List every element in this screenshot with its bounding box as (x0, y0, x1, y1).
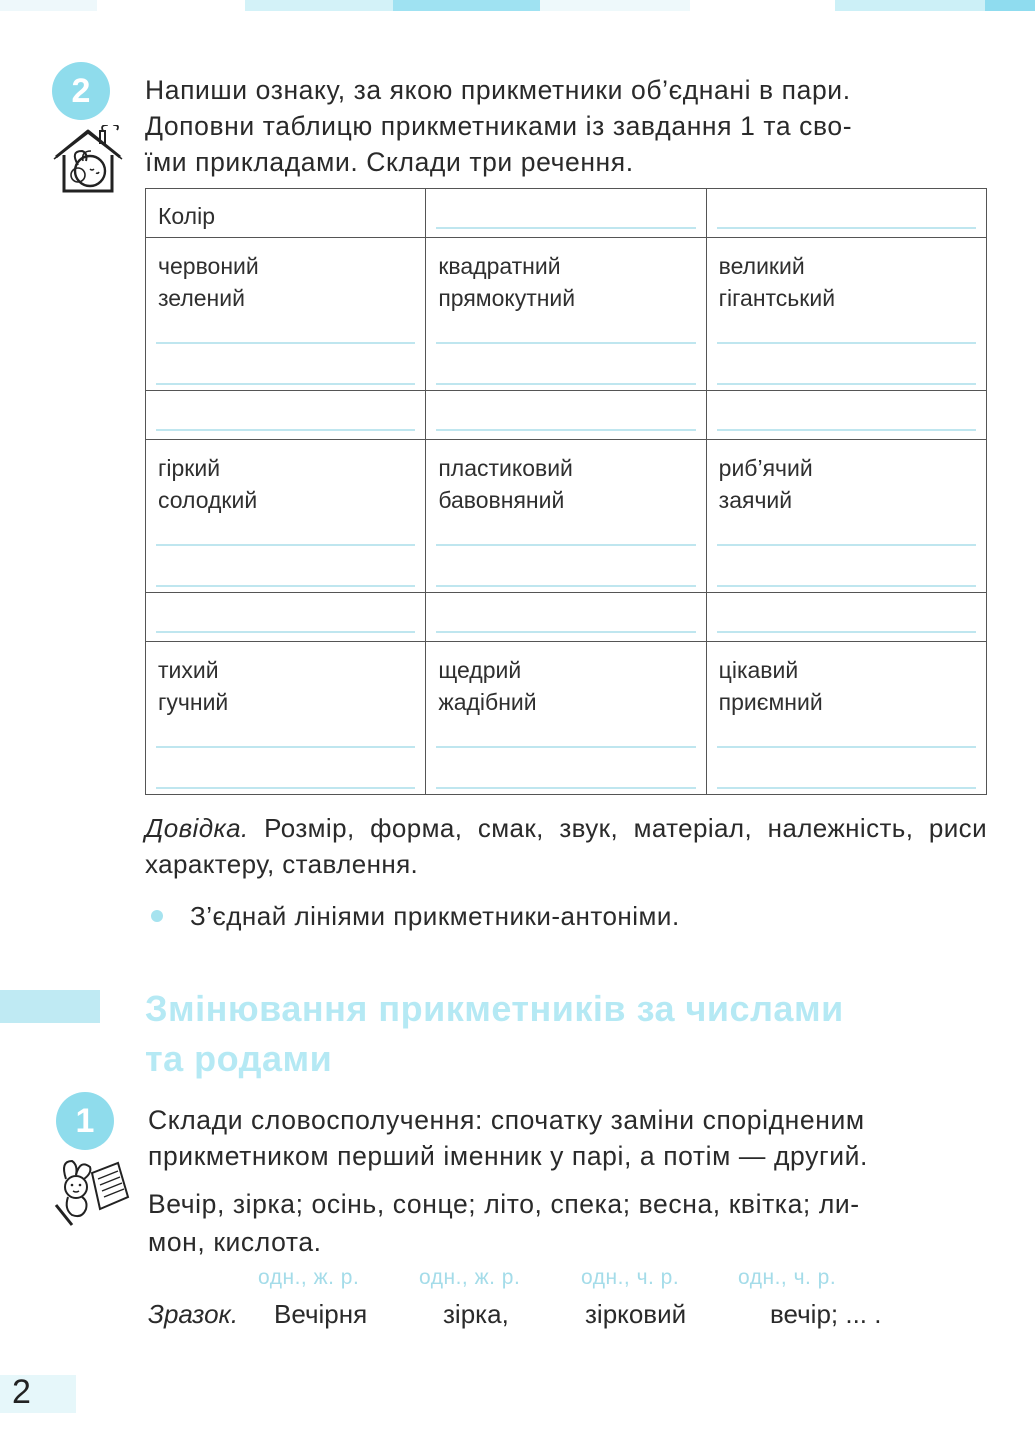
table-row (146, 642, 987, 795)
writing-line[interactable] (156, 383, 415, 385)
task2-instruction-line1: Напиши ознаку, за якою прикметники об’єднані в пари. (145, 75, 851, 105)
writing-line[interactable] (436, 429, 695, 431)
top-bar-segment (245, 0, 393, 11)
antonyms-instruction: З’єднай лініями прикметники-антоніми. (190, 901, 680, 931)
sample-word: зірковий (585, 1299, 687, 1329)
writing-line[interactable] (717, 429, 976, 431)
top-bar-segment (540, 0, 690, 11)
adjective-word: прямокутний (438, 285, 576, 311)
feature-label: Колір (158, 203, 216, 229)
writing-line[interactable] (156, 342, 415, 344)
task2-instruction-line2: Доповни таблицю прикметниками із завдання 1 та сво- (145, 111, 853, 141)
writing-line[interactable] (156, 429, 415, 431)
task2-instruction-line3: їми прикладами. Склади три речення. (145, 147, 634, 177)
writing-line[interactable] (717, 383, 976, 385)
writing-line[interactable] (436, 544, 695, 546)
task-number: 1 (75, 1101, 95, 1140)
adjective-word: риб’ячий (718, 455, 813, 481)
task1-instruction-line1: Склади словосполучення: спочатку заміни спорідненим (148, 1105, 865, 1135)
grammar-hint: одн., ж. р. (258, 1266, 360, 1289)
task1-words-line2: мон, кислота. (148, 1227, 322, 1257)
writing-line[interactable] (156, 746, 415, 748)
task1-instruction-line2: прикметником перший іменник у парі, а потім — другий. (148, 1141, 868, 1171)
adjective-cell (146, 238, 426, 391)
writing-line[interactable] (717, 631, 976, 633)
adjective-word: червоний (158, 253, 259, 279)
section-title-line1: Змінювання прикметників за числами (145, 988, 844, 1029)
house-rabbit-icon (50, 125, 126, 200)
top-bar-segment (0, 0, 97, 11)
sample-label: Зразок. (148, 1299, 239, 1329)
feature-cell[interactable] (426, 391, 706, 440)
feature-cell[interactable] (706, 189, 986, 238)
writing-line[interactable] (436, 585, 695, 587)
adjective-cell (706, 238, 986, 391)
sample-word: Вечірня (274, 1299, 368, 1329)
task-number-badge (52, 62, 110, 120)
task-number-badge (56, 1092, 114, 1150)
adjective-word: жадібний (438, 689, 537, 715)
writing-line[interactable] (717, 746, 976, 748)
adjective-cell (426, 238, 706, 391)
adjective-cell (426, 440, 706, 593)
grammar-hint: одн., ч. р. (738, 1266, 837, 1289)
task1-words-line1: Вечір, зірка; осінь, сонце; літо, спека; весна, квітка; ли- (148, 1189, 860, 1219)
grammar-hint: одн., ж. р. (419, 1266, 521, 1289)
section-title (145, 984, 1005, 1084)
feature-cell[interactable] (146, 593, 426, 642)
adjective-pairs-table (145, 188, 987, 795)
adjective-word: великий (718, 253, 805, 279)
writing-line[interactable] (717, 227, 976, 229)
adjective-word: солодкий (158, 487, 258, 513)
writing-line[interactable] (156, 787, 415, 789)
task-number: 2 (71, 71, 91, 110)
grammar-hint: одн., ч. р. (581, 1266, 680, 1289)
adjective-word: тихий (158, 657, 219, 683)
table-header-row (146, 189, 987, 238)
feature-cell[interactable] (706, 391, 986, 440)
top-decorative-bar (0, 0, 1035, 11)
writing-line[interactable] (436, 342, 695, 344)
adjective-word: зелений (158, 285, 245, 311)
feature-cell[interactable] (426, 189, 706, 238)
writing-line[interactable] (436, 383, 695, 385)
adjective-cell (426, 642, 706, 795)
rabbit-reading-icon (52, 1155, 132, 1232)
writing-line[interactable] (717, 585, 976, 587)
section-title-line2: та родами (145, 1038, 333, 1079)
adjective-word: заячий (718, 487, 793, 513)
adjective-word: бавовняний (438, 487, 565, 513)
adjective-cell (706, 440, 986, 593)
writing-line[interactable] (717, 342, 976, 344)
reference-label: Довідка. (145, 813, 249, 843)
reference-text: Розмір, форма, смак, звук, матеріал, належність, риси характеру, ставлення. (145, 813, 987, 879)
adjective-word: щедрий (438, 657, 522, 683)
top-bar-segment (393, 0, 540, 11)
feature-cell[interactable] (146, 391, 426, 440)
bullet-icon (151, 910, 163, 922)
feature-cell[interactable] (706, 593, 986, 642)
sample-word: зірка, (443, 1299, 509, 1329)
table-row (146, 440, 987, 593)
section-marker-bar (0, 990, 100, 1023)
adjective-cell (706, 642, 986, 795)
writing-line[interactable] (717, 787, 976, 789)
writing-line[interactable] (436, 227, 695, 229)
writing-line[interactable] (156, 544, 415, 546)
table-header-row (146, 593, 987, 642)
writing-line[interactable] (436, 746, 695, 748)
adjective-word: гучний (158, 689, 229, 715)
writing-line[interactable] (717, 544, 976, 546)
table-row (146, 238, 987, 391)
reference-note (145, 810, 987, 882)
adjective-word: гігантський (718, 285, 836, 311)
page-number: 2 (12, 1373, 31, 1411)
adjective-word: цікавий (718, 657, 799, 683)
adjective-cell (146, 642, 426, 795)
writing-line[interactable] (156, 585, 415, 587)
adjective-cell (146, 440, 426, 593)
sample-word: вечір; ... . (770, 1299, 882, 1329)
writing-line[interactable] (436, 787, 695, 789)
adjective-word: пластиковий (438, 455, 573, 481)
writing-line[interactable] (436, 631, 695, 633)
adjective-word: приємний (718, 689, 823, 715)
writing-line[interactable] (156, 631, 415, 633)
adjective-word: квадратний (438, 253, 561, 279)
top-bar-segment (985, 0, 1035, 11)
adjective-word: гіркий (158, 455, 221, 481)
feature-cell[interactable] (426, 593, 706, 642)
feature-cell[interactable] (146, 189, 426, 238)
table-header-row (146, 391, 987, 440)
top-bar-segment (835, 0, 985, 11)
